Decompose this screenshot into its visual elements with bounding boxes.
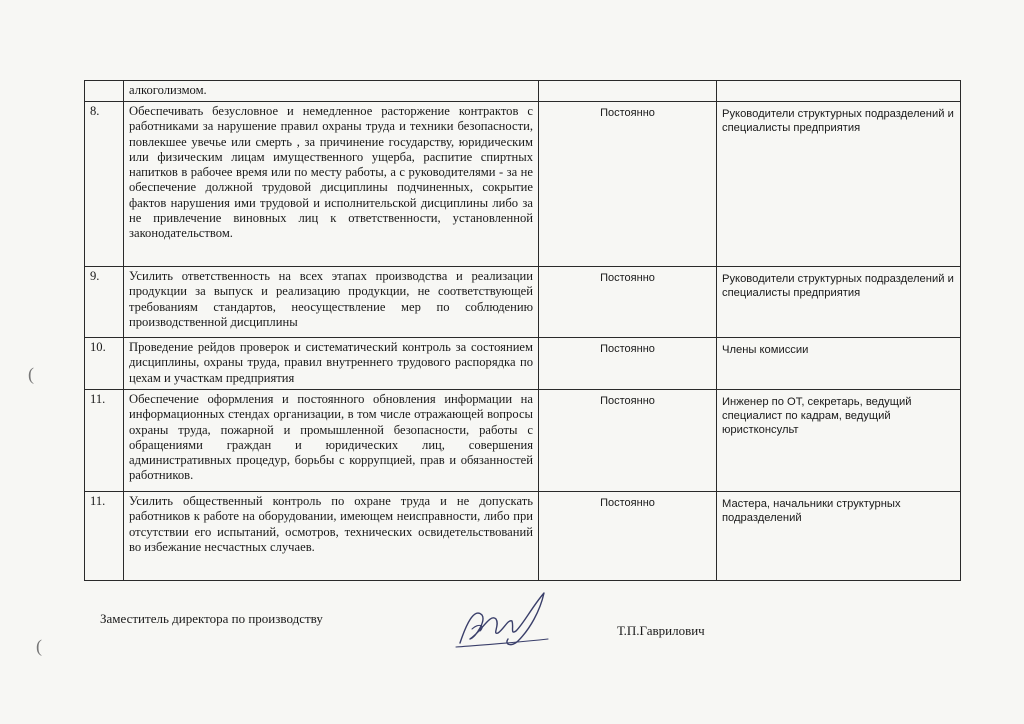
- table-row: [85, 492, 961, 581]
- table-row: [85, 102, 961, 267]
- responsible-cell: Руководители структурных подразделений и специалисты предприятия: [717, 267, 961, 338]
- measure-text: Проведение рейдов проверок и систематический контроль за состоянием дисциплины, охраны труда, правил внутреннего трудового распорядка по цехам и участкам предприятия: [124, 338, 539, 390]
- signer-position: Заместитель директора по производству: [100, 611, 323, 626]
- scan-mark: (: [36, 636, 42, 656]
- responsible-cell: Инженер по ОТ, секретарь, ведущий специалист по кадрам, ведущий юристконсульт: [717, 390, 961, 492]
- row-number: 9.: [85, 267, 124, 338]
- responsible-cell: Мастера, начальники структурных подразделений: [717, 492, 961, 581]
- row-number: 10.: [85, 338, 124, 390]
- row-number: [85, 81, 124, 102]
- term-cell: Постоянно: [539, 102, 717, 267]
- term-cell: [539, 81, 717, 102]
- responsible-cell: Члены комиссии: [717, 338, 961, 390]
- table-row: [85, 81, 961, 102]
- table-row: [85, 390, 961, 492]
- term-cell: Постоянно: [539, 267, 717, 338]
- responsible-cell: Руководители структурных подразделений и специалисты предприятия: [717, 102, 961, 267]
- table-row: [85, 338, 961, 390]
- measure-text: Усилить общественный контроль по охране труда и не допускать работников к работе на оборудовании, имеющем неисправности, либо при отсутствии его испытаний, осмотров, технических освидетельствований во избежание несчастных случаев.: [124, 492, 539, 581]
- term-cell: Постоянно: [539, 390, 717, 492]
- signer-name: Т.П.Гаврилович: [617, 623, 705, 638]
- measure-text: Усилить ответственность на всех этапах производства и реализации продукции за выпуск и реализацию продукции, не соответствующей требованиям стандартов, неосуществление мер по соблюдению производственной дисциплины: [124, 267, 539, 338]
- row-number: 8.: [85, 102, 124, 267]
- measure-text: алкоголизмом.: [124, 81, 539, 102]
- scan-mark: (: [28, 364, 34, 384]
- measures-table: [84, 80, 961, 581]
- term-cell: Постоянно: [539, 338, 717, 390]
- term-cell: Постоянно: [539, 492, 717, 581]
- measure-text: Обеспечение оформления и постоянного обновления информации на информационных стендах организации, в том числе отражающей вопросы охраны труда, пожарной и промышленной безопасности, работы с обращениями граждан и юридических лиц, совершения административных процедур, борьбы с коррупцией, прав и обязанностей работников.: [124, 390, 539, 492]
- signature-icon: [452, 585, 562, 655]
- table-row: [85, 267, 961, 338]
- row-number: 11.: [85, 390, 124, 492]
- row-number: 11.: [85, 492, 124, 581]
- measure-text: Обеспечивать безусловное и немедленное расторжение контрактов с работниками за нарушение правил охраны труда и техники безопасности, повлекшее увечье или смерть , за причинение государству, юридическим или физическим лицам имущественного ущерба, распитие спиртных напитков в рабочее время или по месту работы, а с руководителями - за не обеспечение должной трудовой дисциплины подчиненных, сокрытие фактов нарушения ими трудовой и исполнительской дисциплины либо за не привлечение виновных лиц к ответственности, установленной законодательством.: [124, 102, 539, 267]
- responsible-cell: [717, 81, 961, 102]
